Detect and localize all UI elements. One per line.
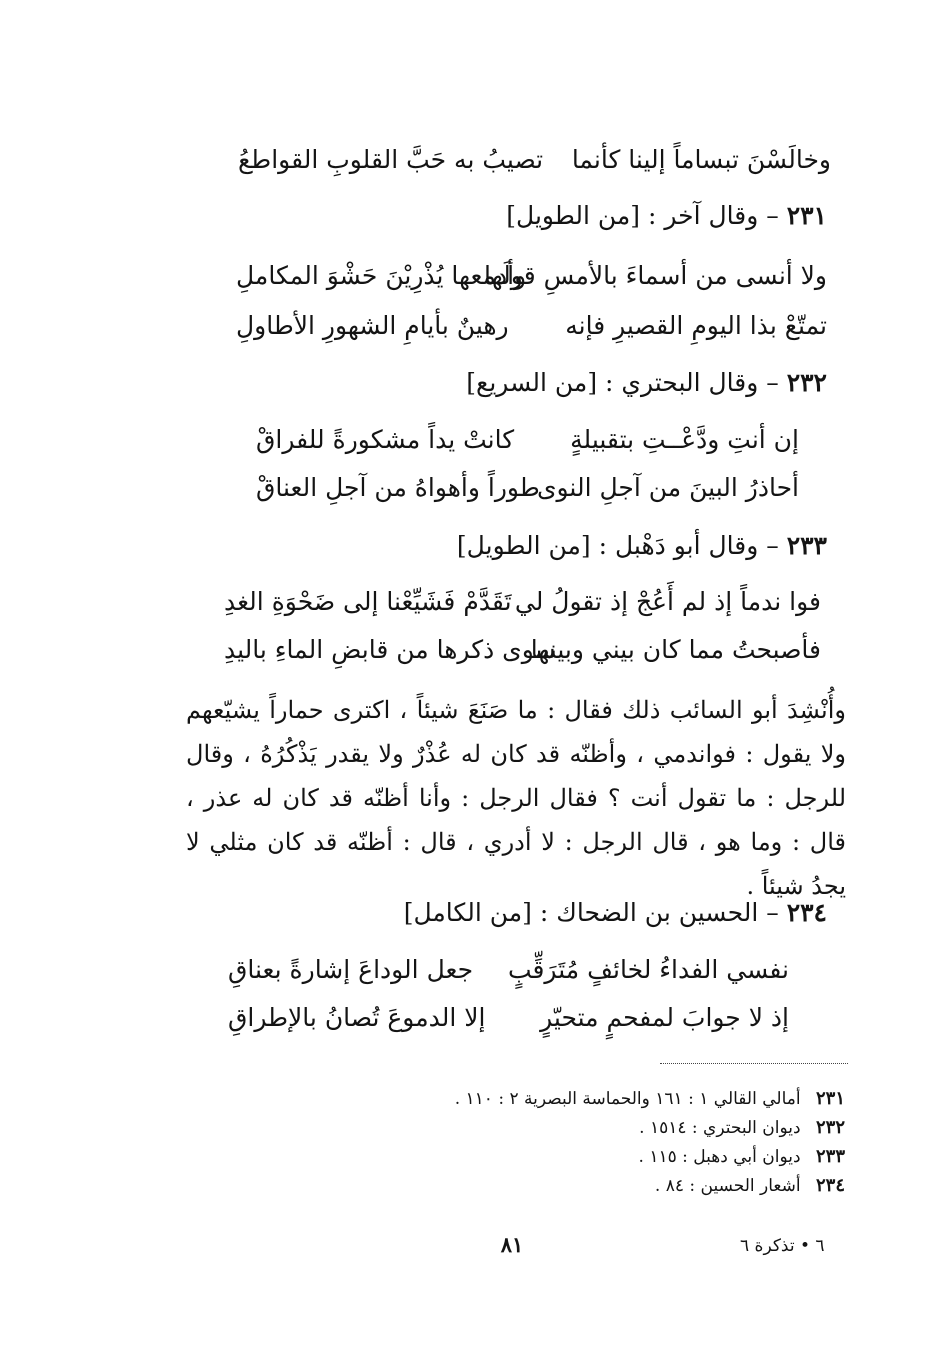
verse-hemistich: أحاذرُ البينَ من آجلِ النوى [536, 473, 799, 502]
verse-hemistich: جعل الوداعَ إشارةً بعناقِ [228, 955, 474, 984]
entry-number: ٢٣٣ [786, 531, 827, 560]
footnote-number: ٢٣١ [815, 1088, 845, 1109]
footnote [655, 1173, 845, 1199]
entry-heading-text: – وقال البحتري : [من السريع] [466, 368, 779, 397]
entry-heading-text: – وقال أبو دَهْبل : [من الطويل] [456, 531, 779, 560]
footnote-number: ٢٣٢ [815, 1117, 845, 1138]
verse-hemistich: نفسي الفداءُ لخائفٍ مُتَرَقِّبٍ [507, 955, 789, 984]
verse-hemistich: سوى ذكرها من قابضِ الماءِ باليدِ [224, 635, 556, 664]
entry-number: ٢٣١ [786, 201, 827, 230]
verse-hemistich: تَقَدَّمْ فَشَيِّعْنا إلى ضَحْوَةِ الغدِ [224, 587, 512, 616]
verse-hemistich: فوا ندماً إذ لم أَعُجْ إذ تقولُ لي [514, 587, 821, 616]
footnote [455, 1086, 845, 1112]
verse-hemistich: وخالَسْنَ تبساماً إلينا كأنما [571, 145, 831, 174]
footnote-number: ٢٣٣ [815, 1146, 845, 1167]
verse-hemistich: كانتْ يداً مشكورةً للفراقْ [256, 425, 515, 454]
page-number: ٨١ [500, 1232, 524, 1257]
prose-text: وأُنْشِدَ أبو السائب ذلك فقال : ما صَنَعَ شيئاً ، اكترى حماراً يشيّعهم ولا يقول : فواندمي ، وأظنّه قد كان له عُذْرٌ ولا يقدر يَذْكُرُهُ ، وقال للرجل : ما تقول أنت ؟ فقال الرجل : وأنا أظنّه قد كان له عذر ، قال : وما هو ، قال الرجل : لا أدري ، قال : أظنّه قد كان مثلي لا يجدُ شيئاً . [186, 696, 847, 900]
entry-heading [457, 526, 827, 566]
verse-hemistich: إذ لا جوابَ لمفحمٍ متحيّرٍ [540, 1003, 789, 1032]
footnote-number: ٢٣٤ [815, 1175, 845, 1196]
signature-mark: ٦ • تذكرة ٦ [740, 1236, 825, 1256]
footnote [639, 1144, 845, 1170]
footnote-text: أشعار الحسين : ٨٤ . [654, 1176, 801, 1196]
footnote-text: ديوان أبي دهبل : ١١٥ . [638, 1147, 801, 1167]
footnote-separator [660, 1063, 848, 1064]
footnote-text: أمالي القالي ١ : ١٦١ والحماسة البصرية ٢ : ١١٠ . [454, 1089, 801, 1109]
verse-hemistich: إلا الدموعَ تُصانُ بالإطراقِ [228, 1003, 486, 1032]
verse-hemistich: إن أنتِ ودَّعْــتِ بتقبيلةٍ [570, 425, 799, 454]
entry-heading-text: – وقال آخر : [من الطويل] [506, 201, 779, 230]
verse-hemistich: تصيبُ به حَبَّ القلوبِ القواطعُ [238, 145, 544, 174]
footnote-text: ديوان البحتري : ١٥١٤ . [639, 1118, 801, 1138]
verse-hemistich: تمتّعْ بذا اليومِ القصيرِ فإنه [565, 311, 827, 340]
verse-hemistich: وأدمعها يُذْرِيْنَ حَشْوَ المكاملِ [236, 261, 527, 290]
verse-hemistich: ولا أنسى من أسماءَ بالأمسِ قولَها [484, 261, 827, 290]
prose-paragraph [186, 688, 846, 908]
entry-heading [404, 893, 827, 933]
footnote [639, 1115, 845, 1141]
entry-number: ٢٣٤ [786, 898, 827, 927]
entry-heading [506, 196, 827, 236]
verse-hemistich: فأصبحتُ مما كان بيني وبينها [530, 635, 821, 664]
verse-hemistich: رهينٌ بأيامِ الشهورِ الأطاولِ [236, 311, 509, 340]
entry-heading-text: – الحسين بن الضحاك : [من الكامل] [403, 898, 779, 927]
verse-hemistich: طوراً وأهواهُ من آجلِ العناقْ [256, 473, 540, 502]
entry-number: ٢٣٢ [786, 368, 827, 397]
entry-heading [466, 363, 827, 403]
